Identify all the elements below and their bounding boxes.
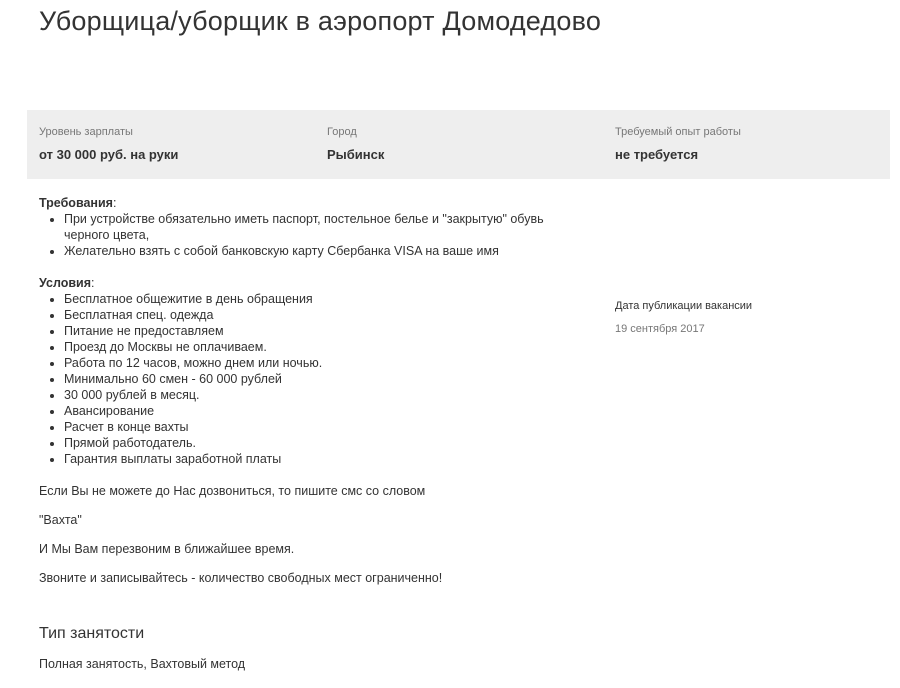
experience-block (615, 124, 741, 164)
salary-label: Уровень зарплаты (39, 126, 133, 138)
experience-value: не требуется (615, 147, 699, 162)
salary-block (39, 124, 178, 164)
employment-type-heading: Тип занятости (39, 625, 145, 642)
employment-type-value: Полная занятость, Вахтовый метод (39, 657, 246, 671)
list-item: • Желательно взять с собой банковскую карту Сбербанка VISA на ваше имя (64, 243, 579, 259)
publication-block (615, 298, 752, 337)
contact-paragraph: Если Вы не можете до Нас дозвониться, то пишите смс со словом (39, 484, 426, 498)
vacancy-title: Уборщица/уборщик в аэропорт Домодедово (39, 6, 602, 36)
callback-paragraph: И Мы Вам перезвоним в ближайшее время. (39, 542, 295, 556)
list-item: • Питание не предоставляем (64, 323, 579, 339)
salary-value: от 30 000 руб. на руки (39, 147, 179, 162)
conditions-list (39, 291, 579, 467)
list-item: • Авансирование (64, 403, 579, 419)
list-item: • 30 000 рублей в месяц. (64, 387, 579, 403)
list-item: • Проезд до Москвы не оплачиваем. (64, 339, 579, 355)
experience-label: Требуемый опыт работы (615, 126, 741, 138)
list-item: • Минимально 60 смен - 60 000 рублей (64, 371, 579, 387)
vacancy-summary-panel (27, 110, 890, 179)
list-item: • Бесплатное общежитие в день обращения (64, 291, 579, 307)
list-item: • Прямой работодатель. (64, 435, 579, 451)
sms-keyword-paragraph: "Вахта" (39, 513, 82, 527)
requirements-heading: Требования: (39, 196, 117, 210)
publication-label: Дата публикации вакансии (615, 300, 753, 312)
list-item: • При устройстве обязательно иметь паспорт, постельное белье и "закрытую" обувь черного цвета, (64, 211, 579, 243)
vacancy-description (39, 195, 579, 599)
list-item: • Работа по 12 часов, можно днем или ночью. (64, 355, 579, 371)
conditions-heading: Условия: (39, 276, 95, 290)
list-item: • Гарантия выплаты заработной платы (64, 451, 579, 467)
conditions-heading-text: Условия (39, 276, 92, 290)
city-block (327, 124, 384, 164)
city-value: Рыбинск (327, 147, 385, 162)
publication-date: 19 сентября 2017 (615, 323, 705, 335)
city-label: Город (327, 126, 357, 138)
list-item: • Расчет в конце вахты (64, 419, 579, 435)
call-to-action-paragraph: Звоните и записывайтесь - количество свободных мест ограниченно! (39, 571, 443, 585)
list-item: • Бесплатная спец. одежда (64, 307, 579, 323)
requirements-list (39, 211, 579, 259)
requirements-heading-text: Требования (39, 196, 113, 210)
